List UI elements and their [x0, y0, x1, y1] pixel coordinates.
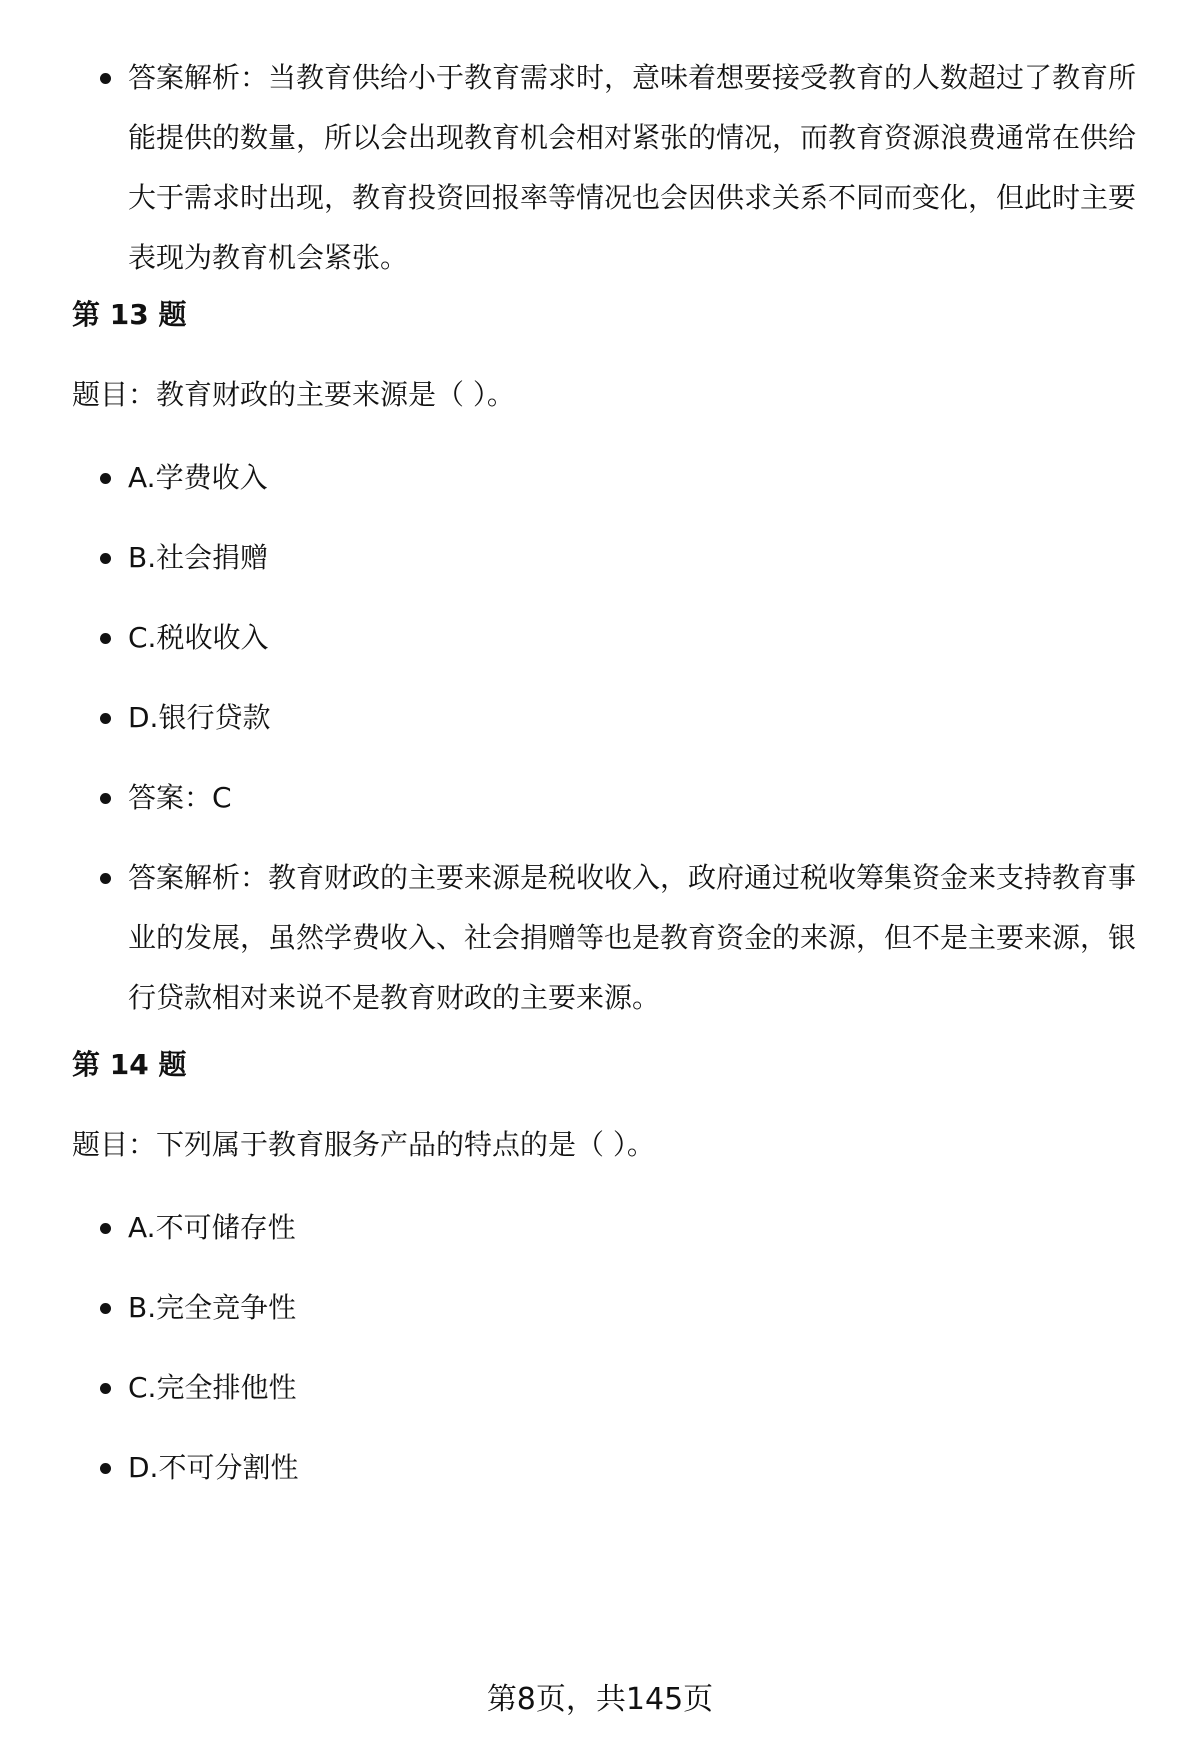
- q13-option-c: C.税收收入: [128, 608, 1138, 668]
- q12-analysis: 答案解析：当教育供给小于教育需求时，意味着想要接受教育的人数超过了教育所能提供的数量，所以会出现教育机会相对紧张的情况，而教育资源浪费通常在供给大于需求时出现，教育投资回报率等情况也会因供求关系不同而变化，但此时主要表现为教育机会紧张。: [128, 48, 1138, 288]
- q14-option-b: B.完全竞争性: [128, 1278, 1138, 1338]
- q14-option-a: A.不可储存性: [128, 1198, 1138, 1258]
- q13-option-b: B.社会捐赠: [128, 528, 1138, 588]
- q14-option-c: C.完全排他性: [128, 1358, 1138, 1418]
- q14-option-d: D.不可分割性: [128, 1438, 1138, 1498]
- q13-stem: 题目：教育财政的主要来源是（ ）。: [72, 378, 515, 411]
- page-number-footer: 第8页，共145页: [486, 1682, 714, 1717]
- q13-option-a: A.学费收入: [128, 448, 1138, 508]
- q13-option-d: D.银行贷款: [128, 688, 1138, 748]
- q14-stem: 题目：下列属于教育服务产品的特点的是（ ）。: [72, 1128, 655, 1161]
- q13-answer: 答案：C: [128, 768, 1138, 828]
- q13-heading: 第 13 题: [72, 298, 187, 331]
- q13-analysis: 答案解析：教育财政的主要来源是税收收入，政府通过税收筹集资金来支持教育事业的发展，虽然学费收入、社会捐赠等也是教育资金的来源，但不是主要来源，银行贷款相对来说不是教育财政的主要来源。: [128, 848, 1138, 1028]
- q14-heading: 第 14 题: [72, 1048, 187, 1081]
